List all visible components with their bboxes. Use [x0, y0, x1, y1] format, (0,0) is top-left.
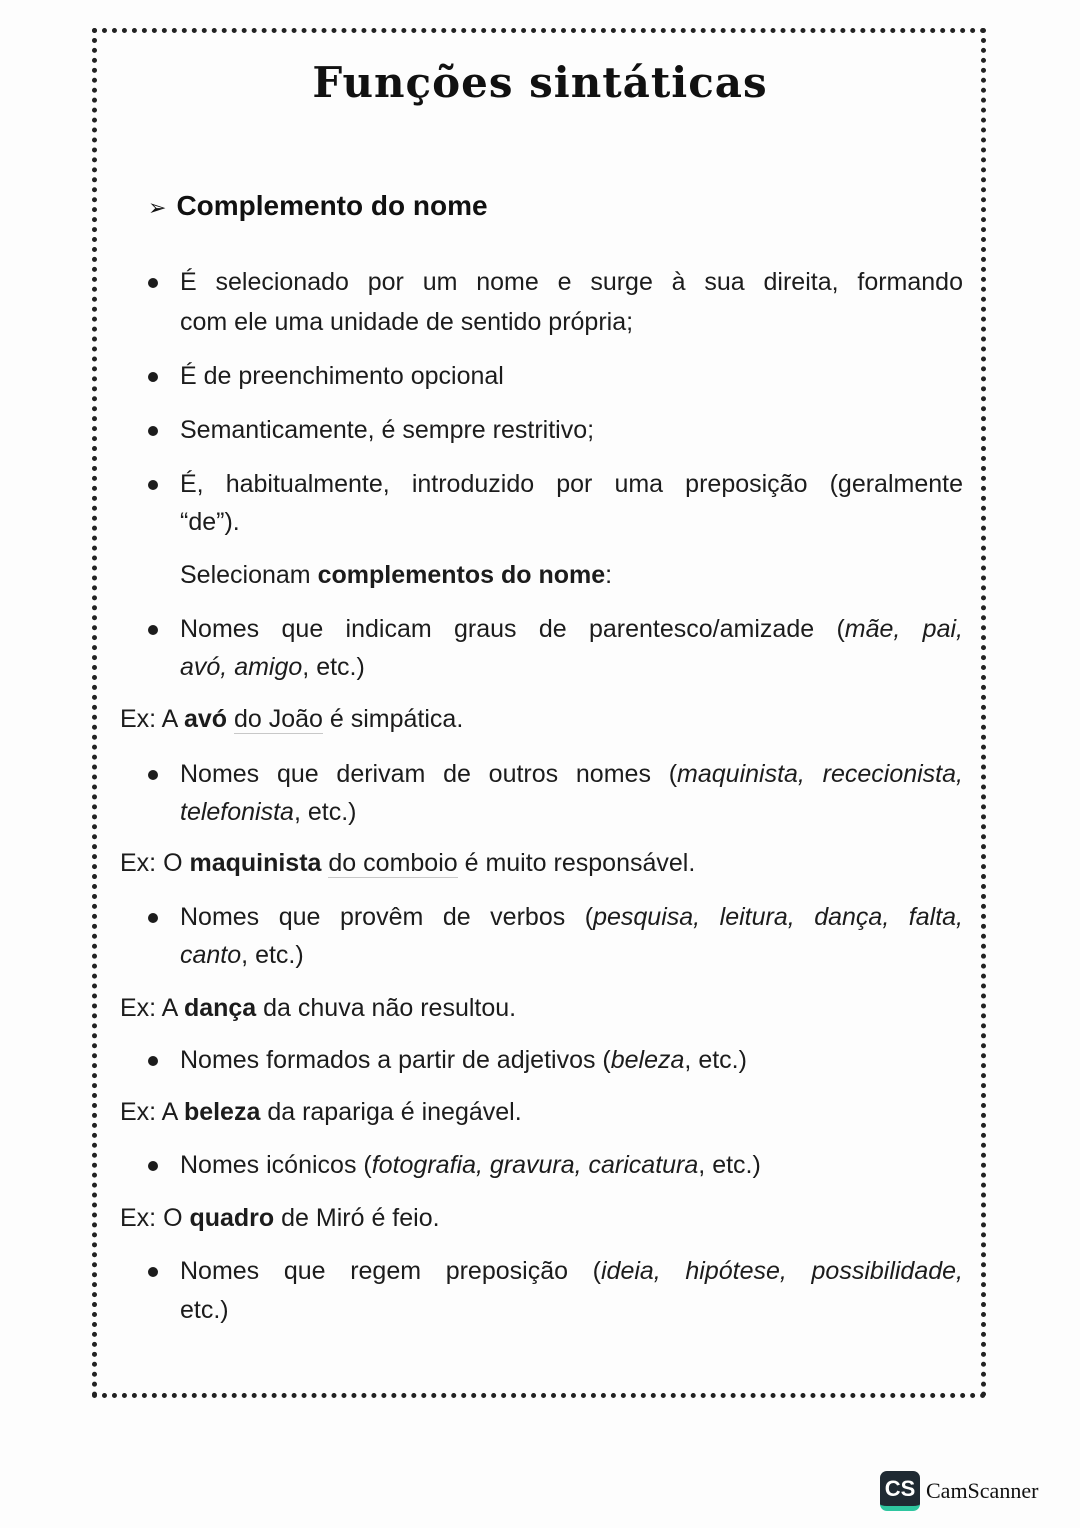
- text-segment: da rapariga é inegável.: [260, 1098, 522, 1126]
- text-segment: de Miró é feio.: [274, 1204, 440, 1232]
- text-segment: Ex: O: [120, 849, 190, 877]
- text-segment: beleza: [183, 1098, 261, 1126]
- text-line: [180, 306, 633, 338]
- bullet-item: [180, 1044, 747, 1076]
- bullet-dot-icon: [148, 913, 158, 923]
- text-segment: :: [605, 561, 613, 589]
- text-segment: Nomes que regem preposição (: [180, 1257, 601, 1285]
- text-segment: etc.): [180, 1296, 229, 1324]
- bullet-item: [180, 613, 963, 645]
- text-segment: é muito responsável.: [457, 849, 696, 877]
- text-line: [180, 1294, 229, 1326]
- bullet-dot-icon: [148, 278, 158, 288]
- text-segment: mãe, pai,: [844, 615, 963, 643]
- camscanner-logo-icon: CS: [880, 1471, 920, 1511]
- text-segment: “de”).: [180, 508, 240, 536]
- text-segment: É, habitualmente, introduzido por uma preposição (geralmente: [180, 470, 963, 498]
- bullet-dot-icon: [148, 372, 158, 382]
- bullet-item: [180, 758, 963, 790]
- text-segment: Selecionam: [180, 561, 318, 589]
- text-segment: É de preenchimento opcional: [180, 362, 504, 390]
- text-segment: Nomes que derivam de outros nomes (: [180, 760, 678, 788]
- text-line: [180, 506, 240, 538]
- text-segment: do João: [233, 705, 323, 733]
- text-segment: do comboio: [328, 849, 458, 877]
- text-segment: , etc.): [302, 653, 365, 681]
- text-segment: , etc.): [698, 1151, 761, 1179]
- section-heading: [148, 190, 488, 222]
- bullet-item: [180, 266, 963, 298]
- bullet-item: [180, 414, 594, 446]
- example-line: [120, 1096, 522, 1128]
- bullet-dot-icon: [148, 426, 158, 436]
- example-line: [120, 703, 463, 735]
- camscanner-watermark: [880, 1471, 1038, 1511]
- section-heading-text: Complemento do nome: [176, 190, 488, 221]
- bullet-item: [180, 1255, 963, 1287]
- text-segment: Nomes icónicos (: [180, 1151, 372, 1179]
- text-segment: Nomes que provêm de verbos (: [180, 903, 594, 931]
- text-segment: maquinista: [189, 849, 322, 877]
- text-segment: É selecionado por um nome e surge à sua direita, formando: [180, 268, 963, 296]
- text-segment: beleza: [610, 1046, 685, 1074]
- bullet-item: [180, 360, 504, 392]
- bullet-item: [180, 901, 963, 933]
- text-segment: complementos do nome: [317, 561, 606, 589]
- arrow-bullet-icon: ➢: [148, 195, 167, 220]
- text-segment: Ex: A: [120, 1098, 184, 1126]
- text-segment: Semanticamente, é sempre restritivo;: [180, 416, 595, 444]
- text-segment: ideia, hipótese, possibilidade,: [600, 1257, 963, 1285]
- bullet-dot-icon: [148, 625, 158, 635]
- example-line: [120, 847, 695, 879]
- text-segment: quadro: [189, 1204, 275, 1232]
- text-line: [180, 796, 356, 828]
- text-segment: maquinista, rececionista,: [677, 760, 963, 788]
- text-segment: é simpática.: [322, 705, 464, 733]
- bullet-dot-icon: [148, 770, 158, 780]
- bullet-item: [180, 1149, 761, 1181]
- bullet-dot-icon: [148, 480, 158, 490]
- text-segment: Ex: A: [120, 994, 184, 1022]
- camscanner-name: CamScanner: [926, 1478, 1039, 1503]
- text-segment: Ex: A: [120, 705, 184, 733]
- text-segment: canto: [180, 941, 242, 969]
- bullet-item: [180, 468, 963, 500]
- text-line: [180, 939, 304, 971]
- text-line: [180, 559, 612, 591]
- text-segment: fotografia, gravura, caricatura: [371, 1151, 699, 1179]
- text-segment: da chuva não resultou.: [256, 994, 517, 1022]
- text-segment: avó, amigo: [180, 653, 303, 681]
- page-title: Funções sintáticas: [312, 58, 768, 107]
- text-segment: dança: [183, 994, 257, 1022]
- example-line: [120, 1202, 440, 1234]
- text-segment: , etc.): [684, 1046, 747, 1074]
- text-segment: avó: [183, 705, 228, 733]
- bullet-dot-icon: [148, 1056, 158, 1066]
- text-line: [180, 651, 365, 683]
- text-segment: com ele uma unidade de sentido própria;: [180, 308, 634, 336]
- bullet-dot-icon: [148, 1267, 158, 1277]
- example-line: [120, 992, 516, 1024]
- text-segment: , etc.): [241, 941, 304, 969]
- text-segment: pesquisa, leitura, dança, falta,: [593, 903, 963, 931]
- text-segment: Nomes que indicam graus de parentesco/amizade (: [180, 615, 845, 643]
- text-segment: telefonista: [180, 798, 294, 826]
- text-segment: [227, 705, 234, 733]
- text-segment: Ex: O: [120, 1204, 190, 1232]
- text-segment: , etc.): [293, 798, 357, 826]
- bullet-dot-icon: [148, 1161, 158, 1171]
- text-segment: Nomes formados a partir de adjetivos (: [180, 1046, 611, 1074]
